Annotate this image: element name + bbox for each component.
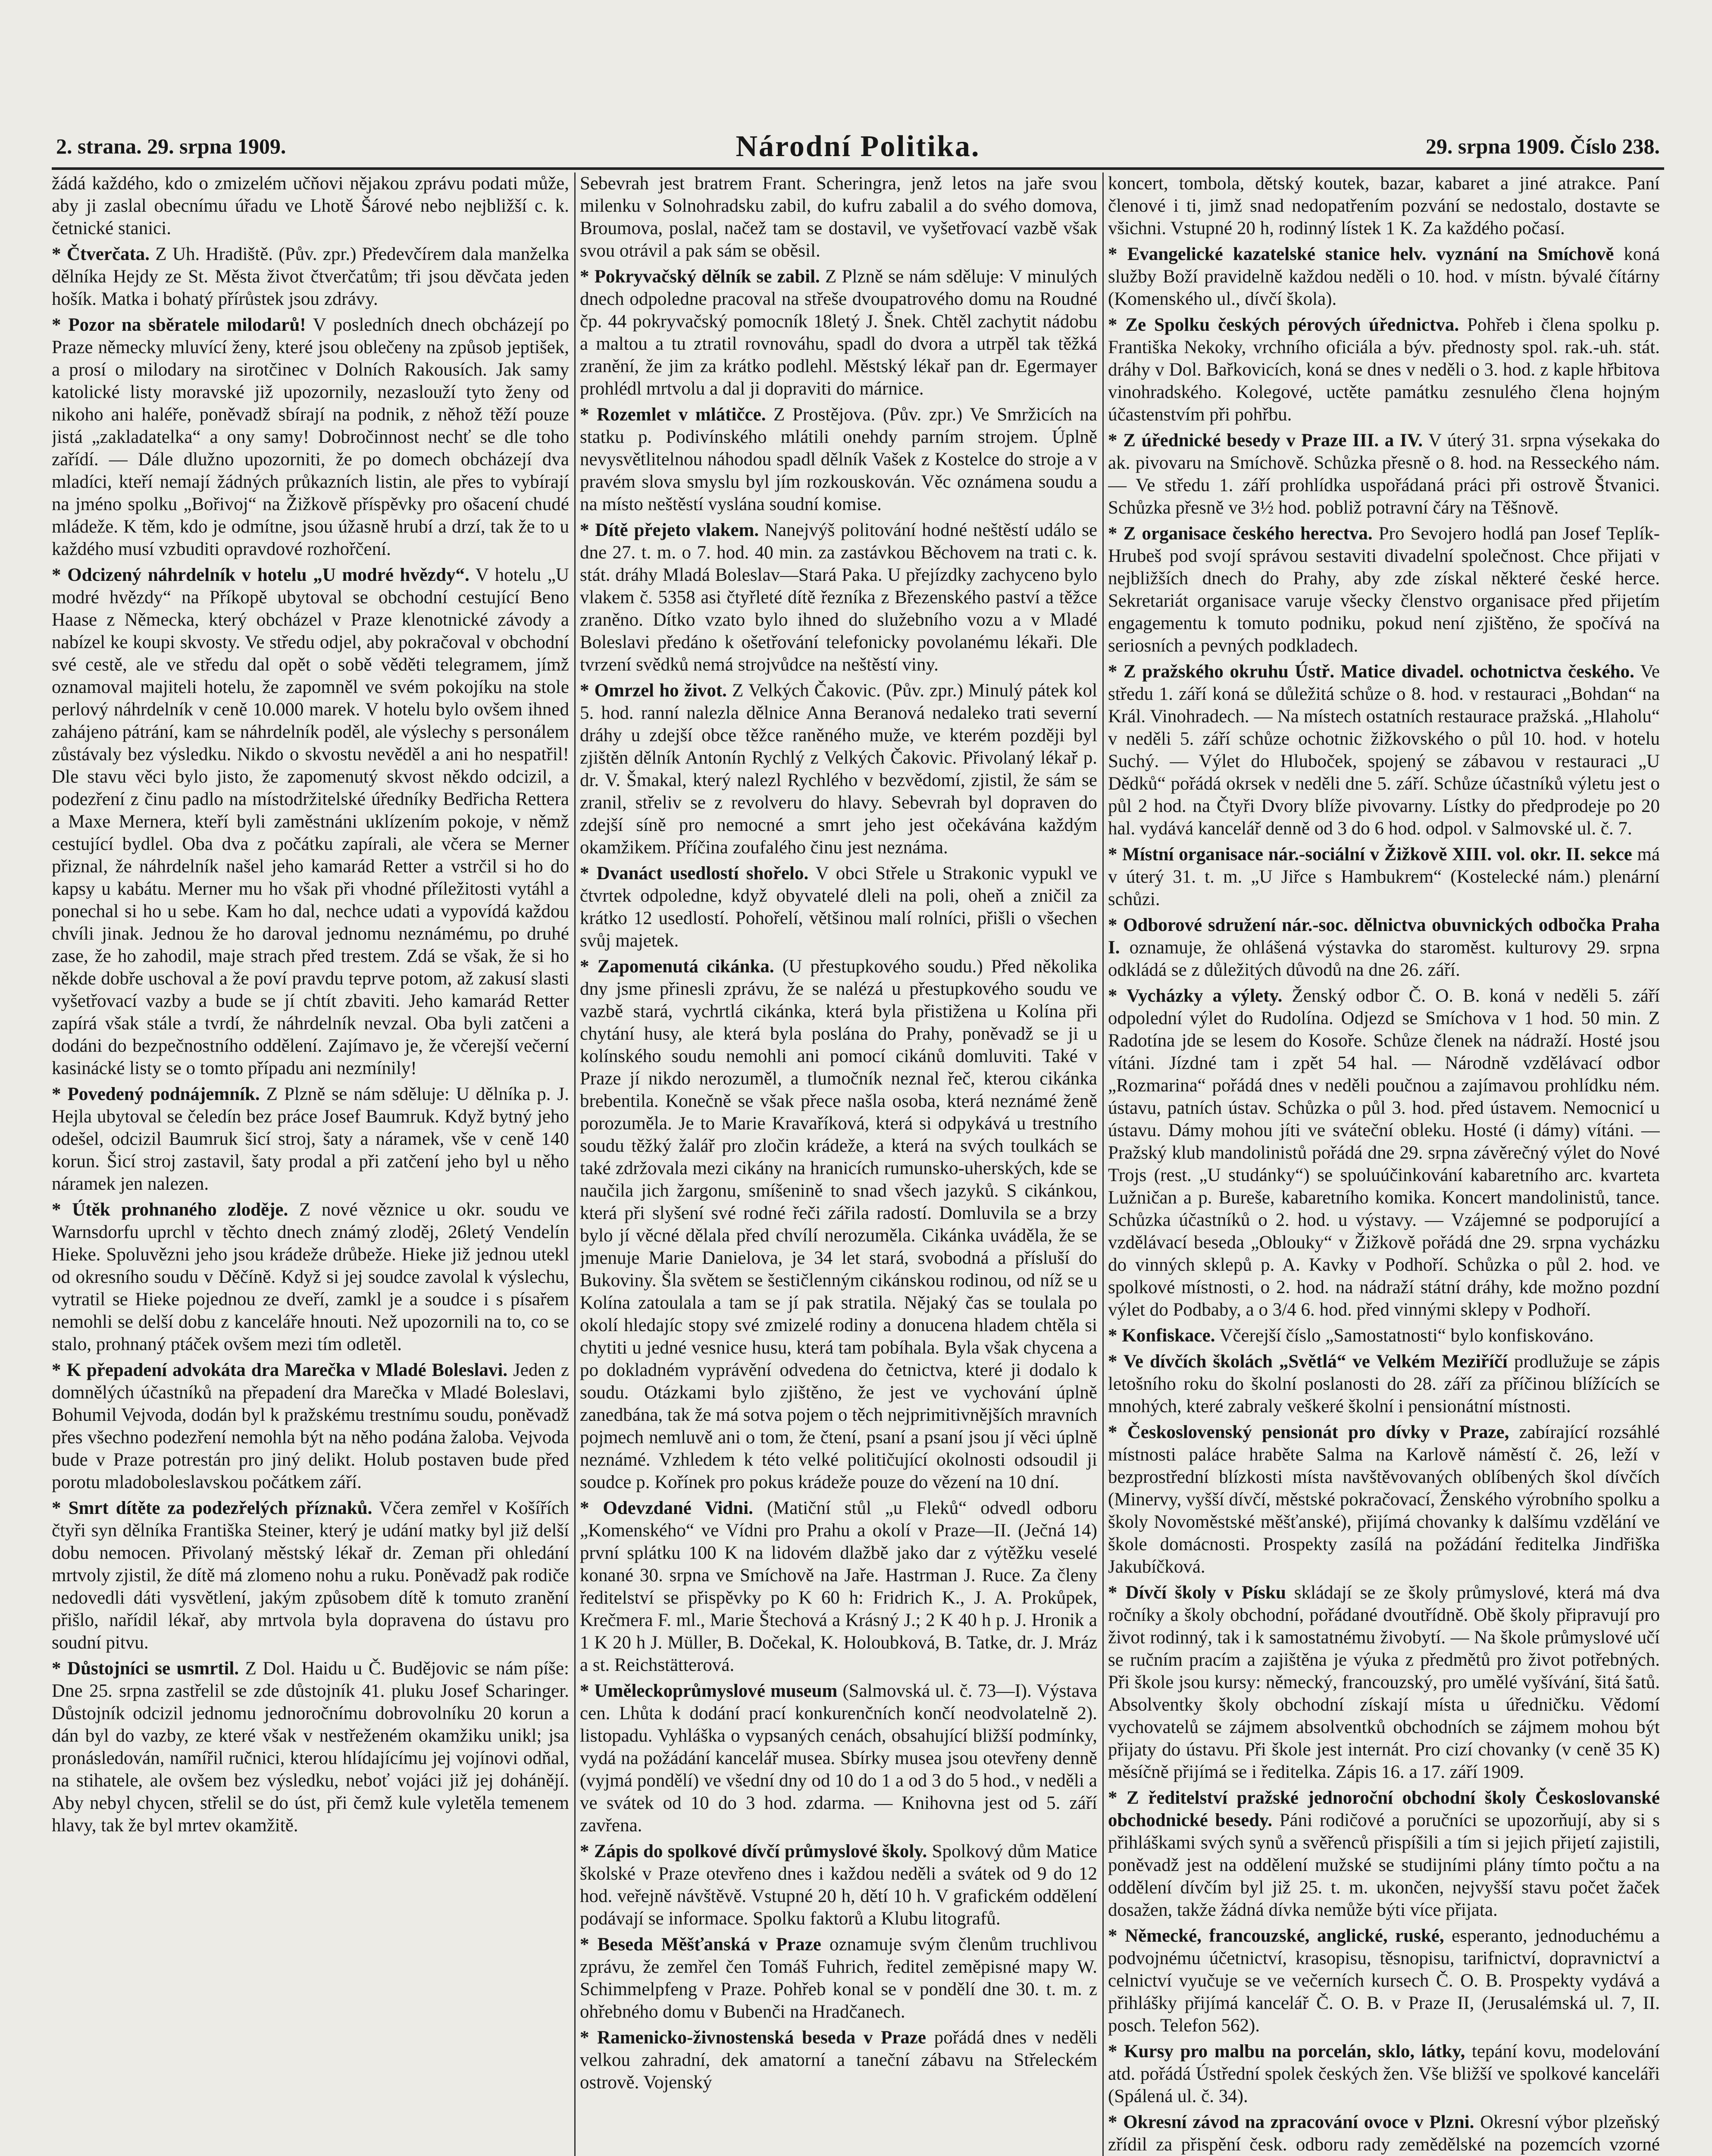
news-item-heading: * Zapomenutá cikánka. bbox=[580, 956, 774, 977]
news-item bbox=[52, 1083, 569, 1195]
news-item-heading: * Ve dívčích školách „Světlá“ ve Velkém Meziříčí bbox=[1108, 1351, 1508, 1372]
news-item-heading: * Čtverčata. bbox=[52, 244, 150, 264]
news-item bbox=[1108, 172, 1660, 240]
news-item-body: prodlužuje se zápis letošního roku do školní poslanosti do 28. září za příčinou blížících se mnohých, které zabraly veškeré školní i pensionátní místnosti. bbox=[1108, 1351, 1660, 1416]
news-item bbox=[580, 2027, 1097, 2094]
news-item bbox=[580, 266, 1097, 400]
news-item-body: Páni rodičové a poručníci se upozorňují, aby si s přihláškami svých synů a svěřenců přispíšili a tím si jejich přijetí zajistili, poněvadž jest na oddělení mužské se studijními plány tímto počtu a na oddělení dívčím byl již 25. t. m. ukončen, nejvyšší stavu počet žaček dosažen, takže žádná dívka nemůže býti více přijata. bbox=[1108, 1810, 1660, 1920]
news-item-body: má v úterý 31. t. m. „U Jiřce s Hambukrem“ (Kostelecké nám.) plenární schůzi. bbox=[1108, 844, 1660, 909]
newspaper-title: Národní Politika. bbox=[736, 130, 980, 163]
news-item-body: Včera zemřel v Košířích čtyři syn dělníka Františka Steiner, který je udání matky byl již delší dobu nemocen. Přivolaný městský lékař dr. Zeman při ohledání mrtvoly zjistil, že dítě má zlomeno nohu a ruku. Poněvadž pak rodiče nedovedli dáti vysvětlení, jakým způsobem dítě k tomuto zranění přišlo, nařídil lékař, aby mrtvola byla dopravena do ústavu pro soudní pitvu. bbox=[52, 1498, 569, 1653]
news-item-heading: * Důstojníci se usmrtil. bbox=[52, 1658, 239, 1679]
news-item-body: Z nové věznice u okr. soudu ve Warnsdorfu uprchl v těchto dnech známý zloděj, 26letý Vendelín Hieke. Spoluvězni jeho jsou krádeže drůbeže. Hieke již jednou utekl od okresního soudu v Děčíně. Když si jej soudce zavolal k výslechu, vytratil se Hieke pojednou ze dveří, zamkl je a soudce i s písařem nemohli se delší dobu z kanceláře hnouti. Než upozornili na to, co se stalo, prohnaný ptáček ovšem mezi tím odletěl. bbox=[52, 1200, 569, 1354]
news-item-heading: * Okresní závod na zpracování ovoce v Plzni. bbox=[1108, 2112, 1474, 2132]
news-item-heading: * Evangelické kazatelské stanice helv. vyznání na Smíchově bbox=[1108, 244, 1614, 264]
news-item-heading: * Pokryvačský dělník se zabil. bbox=[580, 266, 820, 287]
news-item-body: Ve středu 1. září koná se důležitá schůze o 8. hod. v restauraci „Bohdan“ na Král. Vinohradech. — Na místech ostatních restaurace pražská. „Hlaholu“ v neděli 5. září schůze ochotnic žižkovského o půl 10. hod. v hotelu Suchý. — Výlet do Hluboček, spojený se zábavou v restauraci „U Dědků“ pořádá okrsek v neděli dne 5. září. Schůze účastníků výletu jest o půl 2 hod. na Čtyři Dvory blíže pivovarny. Lístky do předprodeje po 20 hal. vydává kancelář denně od 3 do 6 hod. odpol. v Salmovské ul. č. 7. bbox=[1108, 661, 1660, 839]
news-item bbox=[52, 314, 569, 561]
news-item bbox=[580, 680, 1097, 859]
news-item-heading: * Smrt dítěte za podezřelých příznaků. bbox=[52, 1498, 372, 1518]
news-item-body: Sebevrah jest bratrem Frant. Scheringra, jenž letos na jaře svou milenku v Solnohradsku zabil, do kufru zabalil a do svého domova, Broumova, poslal, načež tam se dostavil, ve vyšetřovací vazbě však svou otrávil a pak sám se oběsil. bbox=[580, 173, 1097, 261]
news-item-body: oznamuje, že ohlášená výstavka do staroměst. kulturovy 29. srpna odkládá se z důležitých důvodů na dne 26. září. bbox=[1108, 937, 1660, 980]
news-item bbox=[1108, 523, 1660, 657]
news-item bbox=[580, 404, 1097, 516]
news-item-heading: * Dítě přejeto vlakem. bbox=[580, 520, 759, 540]
column-divider bbox=[1102, 172, 1104, 2156]
news-item bbox=[1108, 1582, 1660, 1783]
column-3 bbox=[1108, 172, 1660, 2156]
news-item-body: skládají se ze školy průmyslové, která má dva ročníky a školy obchodní, pořádané dvoutřídně. Obě školy připravují pro život rodinný, tak i k samostatnému živobytí. — Na škole průmyslové učí se ručním pracím a zajištěna je výuka z předmětů pro život potřebných. Při škole jsou kursy: německý, francouzský, pro umělé vyšívání, šitá šatů. Absolventky školy obchodní získají místa u úředničku. Vědomí vychovatelů se zájmem absolventků obchodních se zájmem mohou být přijaty do ústavu. Při škole jest internát. Pro cizí chovanky (v ceně 35 K) měsíčně přijímá se i ředitelka. Zápis 16. a 17. září 1909. bbox=[1108, 1583, 1660, 1782]
news-item-body: (Matiční stůl „u Fleků“ odvedl odboru „Komenského“ ve Vídni pro Prahu a okolí v Praze—II. (Ječná 14) první splátku 100 K na lidovém dlažbě jako dar z výtěžku veselé konané 30. srpna ve Smíchově na Jaře. Hastrman J. Ruce. Za členy ředitelství se přispěvky po K 60 h: Fridrich K., J. A. Prokůpek, Krečmera F. ml., Marie Štechová a Krásný J.; 2 K 40 h p. J. Hronik a 1 K 20 h J. Müller, B. Dočekal, K. Holoubková, B. Tatke, dr. J. Mráz a st. Reichstätterová. bbox=[580, 1498, 1097, 1675]
page-number-date: 2. strana. 29. srpna 1909. bbox=[56, 134, 286, 158]
news-item bbox=[1108, 1421, 1660, 1578]
news-item bbox=[1108, 243, 1660, 310]
news-item bbox=[1108, 1925, 1660, 2037]
news-item bbox=[52, 172, 569, 240]
news-item bbox=[580, 1934, 1097, 2023]
news-item bbox=[1108, 2111, 1660, 2156]
news-item bbox=[52, 243, 569, 310]
news-item bbox=[1108, 1787, 1660, 1921]
news-item-heading: * Ze Spolku českých pérových úřednictva. bbox=[1108, 315, 1459, 335]
news-item-heading: * Zápis do spolkové dívčí průmyslové školy. bbox=[580, 1841, 927, 1861]
news-item bbox=[580, 172, 1097, 262]
news-item-body: V posledních dnech obcházejí po Praze německy mluvící ženy, které jsou oblečeny na způsob jeptišek, a prosí o milodary na sirotčinec v Dolních Rakousích. Jak samy katolické listy moravské již upozornily, nezaslouží tyto ženy od nikoho ani haléře, poněvadž sbírají na podnik, z něhož těží pouze jistá „zakladatelka“ a ony samy! Dobročinnost nechť se dle toho zařídí. — Dále dlužno upozorniti, že po domech obcházejí dva mladíci, kteří nemají žádných průkazních listin, ale přes to vybírají na jméno spolku „Bořivoj“ na Žižkově příspěvky pro ošacení chudé mládeže. K těm, kdo je odmítne, jsou úžasně hrubí a drzí, tak že to u každého musí vzbuditi opravdové rozhořčení. bbox=[52, 315, 569, 559]
news-item-heading: * Dvanáct usedlostí shořelo. bbox=[580, 863, 808, 884]
news-item-heading: * Odborové sdružení nár.-soc. dělnictva obuvnických odbočka Praha I. bbox=[1108, 915, 1660, 958]
news-item-heading: * Kursy pro malbu na porcelán, sklo, látky, bbox=[1108, 2041, 1465, 2062]
news-item-body: Pro Sevojero hodlá pan Josef Teplík-Hrubeš pod svojí správou sestaviti divadelní společnost. Chce přijati v nejbližších dnech do Prahy, aby zde získal některé české herce. Sekretariát organisace varuje všecky členstvo organisace před přijetím engagementu k tomuto podniku, pokud není zjištěno, že spočívá na seriosních a pevných podkladech. bbox=[1108, 523, 1660, 656]
news-item bbox=[580, 1840, 1097, 1930]
news-item-body: V obci Střele u Strakonic vypukl ve čtvrtek odpoledne, když obyvatelé dleli na poli, oheň a zničil za krátko 12 usedlostí. Pohořelí, většinou malí rolníci, přišli o všechen svůj majetek. bbox=[580, 863, 1097, 951]
news-item-body: Z Plzně se nám sděluje: V minulých dnech odpoledne pracoval na střeše dvoupatrového domu na Roudné čp. 44 pokryvačský pomocník 18letý J. Šnek. Chtěl zachytit nádobu a maltou a tu ztratil rovnováhu, spadl do dvora a utrpěl tak těžká zranění, že jim za krátko podlehl. Městský lékař pan dr. Egermayer prohlédl mrtvolu a dal ji dopraviti do márnice. bbox=[580, 266, 1097, 399]
news-item-body: V úterý 31. srpna výsekaka do ak. pivovaru na Smíchově. Schůzka přesně o 8. hod. na Resseckého nám. — Ve středu 1. září prohlídka uspořádaná práci při ostrově Štvanici. Schůzka přesně ve 3½ hod. pobliž potravní čáry na Těšnově. bbox=[1108, 430, 1660, 518]
news-item bbox=[52, 1658, 569, 1837]
news-item bbox=[1108, 1325, 1660, 1347]
news-item-body: Z Velkých Čakovic. (Pův. zpr.) Minulý pátek kol 5. hod. ranní nalezla dělnice Anna Beranová nedaleko trati severní dráhy u zdejší obce těžce raněného muže, ve kterém později byl zjištěn dělník Antonín Rychlý z Velkých Čakovic. Přivolaný lékař p. dr. V. Šmakal, který nalezl Rychlého v bezvědomí, zjistil, že sám se zranil, střeliv se z revolveru do hlavy. Sebevrah byl dopraven do zdejší síně pro nemocné a smrt jeho jest očekávána každým okamžikem. Příčina zoufalého činu jest neznáma. bbox=[580, 680, 1097, 858]
news-item bbox=[52, 564, 569, 1080]
column-1 bbox=[52, 172, 569, 2156]
news-item-heading: * Z organisace českého herectva. bbox=[1108, 523, 1373, 544]
column-divider bbox=[574, 172, 576, 2156]
news-item bbox=[1108, 1351, 1660, 1418]
news-item-body: Z Plzně se nám sděluje: U dělníka p. J. Hejla ubytoval se čeledín bez práce Josef Baumruk. Když bytný jeho odešel, odcizil Baumruk šicí stroj, šaty a náramek, vše v ceně 140 korun. Šicí stroj zastavil, šaty prodal a při zatčení jeho byl u něho náramek jen nalezen. bbox=[52, 1084, 569, 1194]
news-item bbox=[580, 1497, 1097, 1677]
news-item-body: zabírající rozsáhlé místnosti paláce hraběte Salma na Karlově náměstí č. 26, leží v bezprostřední blízkosti místa navštěvovaných oblíbených škol dívčích (Minervy, vyšší dívčí, městské pokračovací, Ženského výrobního spolku a školy Novoměstské měšťanské), přijímá chovanky k dalšímu vzdělání ve škole domácnosti. Prospekty zasílá na požádání ředitelka Jindřiška Jakubíčková. bbox=[1108, 1422, 1660, 1577]
news-item-heading: * Dívčí školy v Písku bbox=[1108, 1583, 1286, 1603]
news-item-heading: * Místní organisace nár.-sociální v Žižkově XIII. vol. okr. II. sekce bbox=[1108, 844, 1632, 865]
news-item bbox=[1108, 314, 1660, 426]
news-item-heading: * Povedený podnájemník. bbox=[52, 1084, 260, 1104]
news-item bbox=[1108, 843, 1660, 911]
news-item-heading: * Z ředitelství pražské jednoroční obchodní školy Českoslovanské obchodnické besedy. bbox=[1108, 1788, 1660, 1830]
news-item-body: V hotelu „U modré hvězdy“ na Příkopě ubytoval se obchodní cestující Beno Haase z Německa, který obcházel v Praze klenotnické závody a nabízel ke koupi skvosty. Ve středu odjel, aby pokračoval v obchodní své cestě, ale ve středu dal opět o sobě věděti telegramem, jímž oznamoval majiteli hotelu, že zapomněl ve svém pokojíku na stole perlový náhrdelník v ceně 10.000 marek. V hotelu bylo ovšem ihned zahájeno pátrání, kam se náhrdelník poděl, ale výslechy s personálem zůstávaly bez výsledku. Nikdo o skvostu nevěděl a ani ho nespatřil! Dle stavu věci bylo jisto, že zapomenutý skvost někdo odcizil, a podezření z činu padlo na místodržitelské úředníky Bedřicha Rettera a Maxe Mernera, kteří byli zaměstnáni uklízením pokoje, v němž cestující bydlel. Oba dva z počátku zapírali, ale včera se Merner přiznal, že náhrdelník našel jeho kamarád Retter a vstrčil si ho do kapsy u kabátu. Merner mu ho však při vhodné příležitosti vytáhl a ponechal si ho u sebe. Kam ho dal, nechce udati a vypovídá každou chvíli jinak. Jednou že ho daroval jednomu neznámému, po druhé zase, že ho zahodil, maje strach před trestem. Zdá se však, že si ho někde dobře uschoval a že poví pravdu teprve potom, až zakusí slasti vyšetřovací vazby a bude se jí chtít zbaviti. Jeho kamarád Retter zapírá však stále a tvrdí, že náhrdelník nevzal. Oba byli zatčeni a dodáni do bezpečnostního oddělení. Zajímavo je, že včerejší večerní kasinácké listy se o tomto případu ani nezmínily! bbox=[52, 565, 569, 1078]
news-item bbox=[52, 1497, 569, 1654]
news-item-body: koncert, tombola, dětský koutek, bazar, kabaret a jiné atrakce. Paní členové i ti, jimž snad nedopatřením pozvání se nedostalo, dostavte se všichni. Vstupné 20 h, rodinný lístek 1 K. Za každého počasí. bbox=[1108, 173, 1660, 238]
news-item-heading: * Z úřednické besedy v Praze III. a IV. bbox=[1108, 430, 1423, 451]
news-item-body: Z Prostějova. (Pův. zpr.) Ve Smržicích na statku p. Podivínského mlátili onehdy parním strojem. Úplně nevysvětlitelnou náhodou spadl dělník Vašek z Kostelce do stroje a v pravém slova smyslu byl jím rozkouskován. Věc oznámena soudu a na místo neštěstí vyslána soudní komise. bbox=[580, 404, 1097, 514]
news-item-heading: * Útěk prohnaného zloděje. bbox=[52, 1200, 288, 1220]
news-item-body: esperanto, jednoduchému a podvojnému účetnictví, krasopisu, těsnopisu, tarifnictví, dopravnictví a celnictví vyučuje se ve večerních kursech Č. O. B. Prospekty vydává a přihlášky přijímá kancelář Č. O. B. v Praze II, (Jerusalémská ul. 7, II. posch. Telefon 562). bbox=[1108, 1926, 1660, 2036]
news-item-heading: * Rozemlet v mlátičce. bbox=[580, 404, 766, 425]
news-item bbox=[580, 862, 1097, 952]
news-item-body: Včerejší číslo „Samostatnosti“ bylo konfiskováno. bbox=[1219, 1326, 1594, 1346]
news-item-body: (Salmovská ul. č. 73—I). Výstava cen. Lhůta k dodání prací konkurenčních končí neodvolatelně 2). listopadu. Vyhláška o vypsaných cenách, obsahující bližší podmínky, vydá na požádání kancelář musea. Sbírky musea jsou otevřeny denně (vyjmá pondělí) ve všední dny od 10 do 1 a od 3 do 5 hod., v neděli a ve svátek od 10 do 3 hod. zdarma. — Knihovna jest od 5. září zavřena. bbox=[580, 1681, 1097, 1836]
news-item bbox=[1108, 429, 1660, 519]
column-2 bbox=[580, 172, 1097, 2156]
news-item bbox=[52, 1199, 569, 1356]
news-item bbox=[580, 519, 1097, 676]
news-item-heading: * Československý pensionát pro dívky v Praze, bbox=[1108, 1422, 1509, 1442]
news-item-body: (U přestupkového soudu.) Před několika dny jsme přinesli zprávu, že se nalézá u přestupkového soudu ve vazbě stará, vychrtlá cikánka, která byla přistižena u Kolína při chytání husy, ale která byla poslána do Prahy, poněvadž se ji u kolínského soudu nemohli ani pomocí cikánů domluviti. Také v Praze jí nikdo nerozuměl, a tlumočník neznal řeč, kterou cikánka brebentila. Konečně se však přece našla osoba, která neznámé ženě porozuměla. Je to Marie Kravaříková, která si odpykává u trestního soudu těžký žalář pro zločin krádeže, a která na svých toulkách se také zdržovala mezi cikány na hranicích rumunsko-uherských, kde se naučila jich žargonu, smíšenině to snad všech jazyků. S cikánkou, která při slyšení své rodné řeči zářila radostí. Domluvila se a brzy bylo jí věcné dělala před chvílí nerozuměla. Cikánka uváděla, že se jmenuje Marie Danielova, je 34 let stará, svobodná a přísluší do Bukoviny. Šla světem se šestičlenným cikánskou rodinou, od níž se u Kolína zatoulala a tam se jí pak stratila. Nějaký čas se toulala po okolí hledajíc stopy své zmizelé rodiny a donucena hladem chtěla si chytiti u jedné vesnice husu, která tam pobíhala. Byla však chycena a po dokladném vyprávění odvedena do četnictva, které ji dodalo k soudu. Otázkami bylo zjištěno, že jest ve vychování úplně zanedbána, tak že má sotva pojem o těch nejprimitivnějších mravních pojmech nemluvě ani o tom, že čtení, psaní a psaní jsou jí věci úplně neznámé. Vzhledem k této velké političující okolnosti odsoudil ji soudce p. Kořínek pro pokus krádeže pouze do vězení na 10 dní. bbox=[580, 956, 1097, 1492]
news-item bbox=[1108, 2040, 1660, 2108]
news-item-heading: * Z pražského okruhu Ústř. Matice divadel. ochotnictva českého. bbox=[1108, 661, 1634, 682]
news-item bbox=[52, 1359, 569, 1494]
news-item-body: Ženský odbor Č. O. B. koná v neděli 5. září odpolední výlet do Rudolína. Odjezd se Smíchova v 1 hod. 50 min. Z Radotína jde se lesem do Kosoře. Schůze členek na nádraží. Hosté jsou vítáni. Jízdné tam i zpět 54 hal. — Národně vzdělávací odbor „Rozmarina“ pořádá dnes v neděli poučnou a zajímavou prohlídku ném. ústavu, patních ústav. Schůzka o půl 3. hod. před ústavem. Nemocnicí u ústavu. Dámy mohou jíti ve sváteční obleku. Hosté (i dámy) vítáni. — Pražský klub mandolinistů pořádá dne 29. srpna závěrečný výlet do Nové Trojs (rest. „U studánky“) se spoluúčinkování kabaretního arc. kvarteta Lužničan a p. Bureše, kabaretního komika. Koncert mandolinistů, tance. Schůzka účastníků o 2. hod. u výstavy. — Vzájemné se podporující a vzdělávací beseda „Oblouky“ v Žižkově pořádá dne 29. srpna vycházku do vinných sklepů p. A. Kavky v Podhoří. Schůzka o půl 2. hod. ve spolkové místnosti, o 2. hod. na nádraží státní dráhy, kde možno pozdní výlet do Podbaby, a o 3/4 6. hod. před vinnými sklepy v Podhoří. bbox=[1108, 986, 1660, 1320]
news-item-body: Z Dol. Haidu u Č. Budějovic se nám píše: Dne 25. srpna zastřelil se zde důstojník 41. pluku Josef Scharinger. Důstojník odcizil jednomu jednoročnímu dobrovolníku 20 korun a dán byl do vazby, ze které však v nestřeženém okamžiku unikl; jsa pronásledován, namířil ručnici, kterou hlídajícímu jej vojínovi odňal, na stihatele, ale ovšem bez výsledku, neboť vojáci již jej dohánějí. Aby nebyl chycen, střelil se do úst, při čemž kule vyletěla temenem hlavy, tak že byl mrtev okamžitě. bbox=[52, 1658, 569, 1836]
news-item-heading: * Pozor na sběratele milodarů! bbox=[52, 315, 306, 335]
news-item-body: koná služby Boží pravidelně každou neděli o 10. hod. v místn. bývalé čítárny (Komenského ul., dívčí škola). bbox=[1108, 244, 1660, 309]
news-item-body: žádá každého, kdo o zmizelém učňovi nějakou zprávu podati může, aby ji zaslal obecnímu úřadu ve Lhotě Šárové nebo nejbližší c. k. četnické stanici. bbox=[52, 173, 569, 238]
news-item-body: Pohřeb i člena spolku p. Františka Nekoky, vrchního oficiála a býv. přednosty spol. rak.-uh. stát. dráhy v Dol. Bařkovicích, koná se dnes v neděli o 3. hod. z kaple hřbitova vinohradského. Kolegové, uctěte památku zesnulého člena hojným účastenstvím při pohřbu. bbox=[1108, 315, 1660, 425]
news-item bbox=[580, 1680, 1097, 1837]
news-item-heading: * Beseda Měšťanská v Praze bbox=[580, 1934, 821, 1955]
news-item bbox=[1108, 661, 1660, 840]
news-item-body: pořádá dnes v neděli velkou zahradní, dek amatorní a taneční zábavu na Střeleckém ostrově. Vojenský bbox=[580, 2028, 1097, 2093]
news-item-body: tepání kovu, modelování atd. pořádá Ústřední spolek českých žen. Vše bližší ve spolkové kanceláři (Spálená ul. č. 34). bbox=[1108, 2041, 1660, 2106]
news-item bbox=[1108, 914, 1660, 981]
news-item-heading: * Odevzdané Vidni. bbox=[580, 1498, 753, 1518]
news-item-heading: * Uměleckoprůmyslové museum bbox=[580, 1681, 837, 1701]
news-item-body: Jeden z domnělých účastníků na přepadení dra Marečka v Mladé Boleslavi, Bohumil Vejvoda, dodán byl k pražskému trestnímu soudu, poněvadž přes všechno podezření nemohla být na něho podána žaloba. Vejvoda bude v Praze potrestán pro jiný delikt. Holub postaven bude před porotu mladoboleslavskou počátkem září. bbox=[52, 1360, 569, 1492]
page-header bbox=[52, 129, 1664, 170]
news-item-heading: * K přepadení advokáta dra Marečka v Mladé Boleslavi. bbox=[52, 1360, 507, 1380]
news-item-heading: * Ramenicko-živnostenská beseda v Praze bbox=[580, 2028, 926, 2048]
news-item-body: Spolkový dům Matice školské v Praze otevřeno dnes i každou neděli a svátek od 9 do 12 hod. veřejně návštěvě. Vstupné 20 h, dětí 10 h. V grafickém oddělení podávají se informace. Spolku faktorů a Klubu litografů. bbox=[580, 1841, 1097, 1929]
news-item-body: Okresní výbor plzeňský zřídil za přispění česk. odboru rady zemědělské na pozemcích vzorné bbox=[1108, 2112, 1660, 2155]
news-item-heading: * Německé, francouzské, anglické, ruské, bbox=[1108, 1926, 1444, 1946]
news-item-heading: * Odcizený náhrdelník v hotelu „U modré hvězdy“. bbox=[52, 565, 469, 585]
news-item-heading: * Konfiskace. bbox=[1108, 1326, 1215, 1346]
news-item bbox=[1108, 985, 1660, 1321]
news-item-body: Nanejvýš politování hodné neštěstí událo se dne 27. t. m. o 7. hod. 40 min. za zastávkou Běchovem na trati c. k. stát. dráhy Mladá Boleslav—Stará Paka. U přejízdky zachyceno bylo vlakem č. 5358 asi čtyřleté dítě řezníka z Březenského paství a těžce zraněno. Dítko vzato bylo ihned do služebního vozu a v Mladé Boleslavi předáno k ošetřování telefonicky povolanému lékaři. Dle tvrzení svědků nemá strojvůdce na neštěstí viny. bbox=[580, 520, 1097, 675]
news-item-heading: * Omrzel ho život. bbox=[580, 680, 727, 701]
news-item-heading: * Vycházky a výlety. bbox=[1108, 986, 1282, 1006]
news-item-body: Z Uh. Hradiště. (Pův. zpr.) Předevčírem dala manželka dělníka Hejdy ze St. Města život čtverčatům; tři jsou děvčata jeden hošík. Matka i bohatý přírůstek jsou zdrávy. bbox=[52, 244, 569, 309]
news-item bbox=[580, 956, 1097, 1494]
news-item-body: oznamuje svým členům truchlivou zprávu, že zemřel čen Tomáš Fuhrich, ředitel zeměpisné mapy W. Schimmelpfeng v Praze. Pohřeb konal se v pondělí dne 30. t. m. z ohřebného domu v Bubenči na Hradčanech. bbox=[580, 1934, 1097, 2022]
issue-number-date: 29. srpna 1909. Číslo 238. bbox=[1425, 134, 1660, 158]
